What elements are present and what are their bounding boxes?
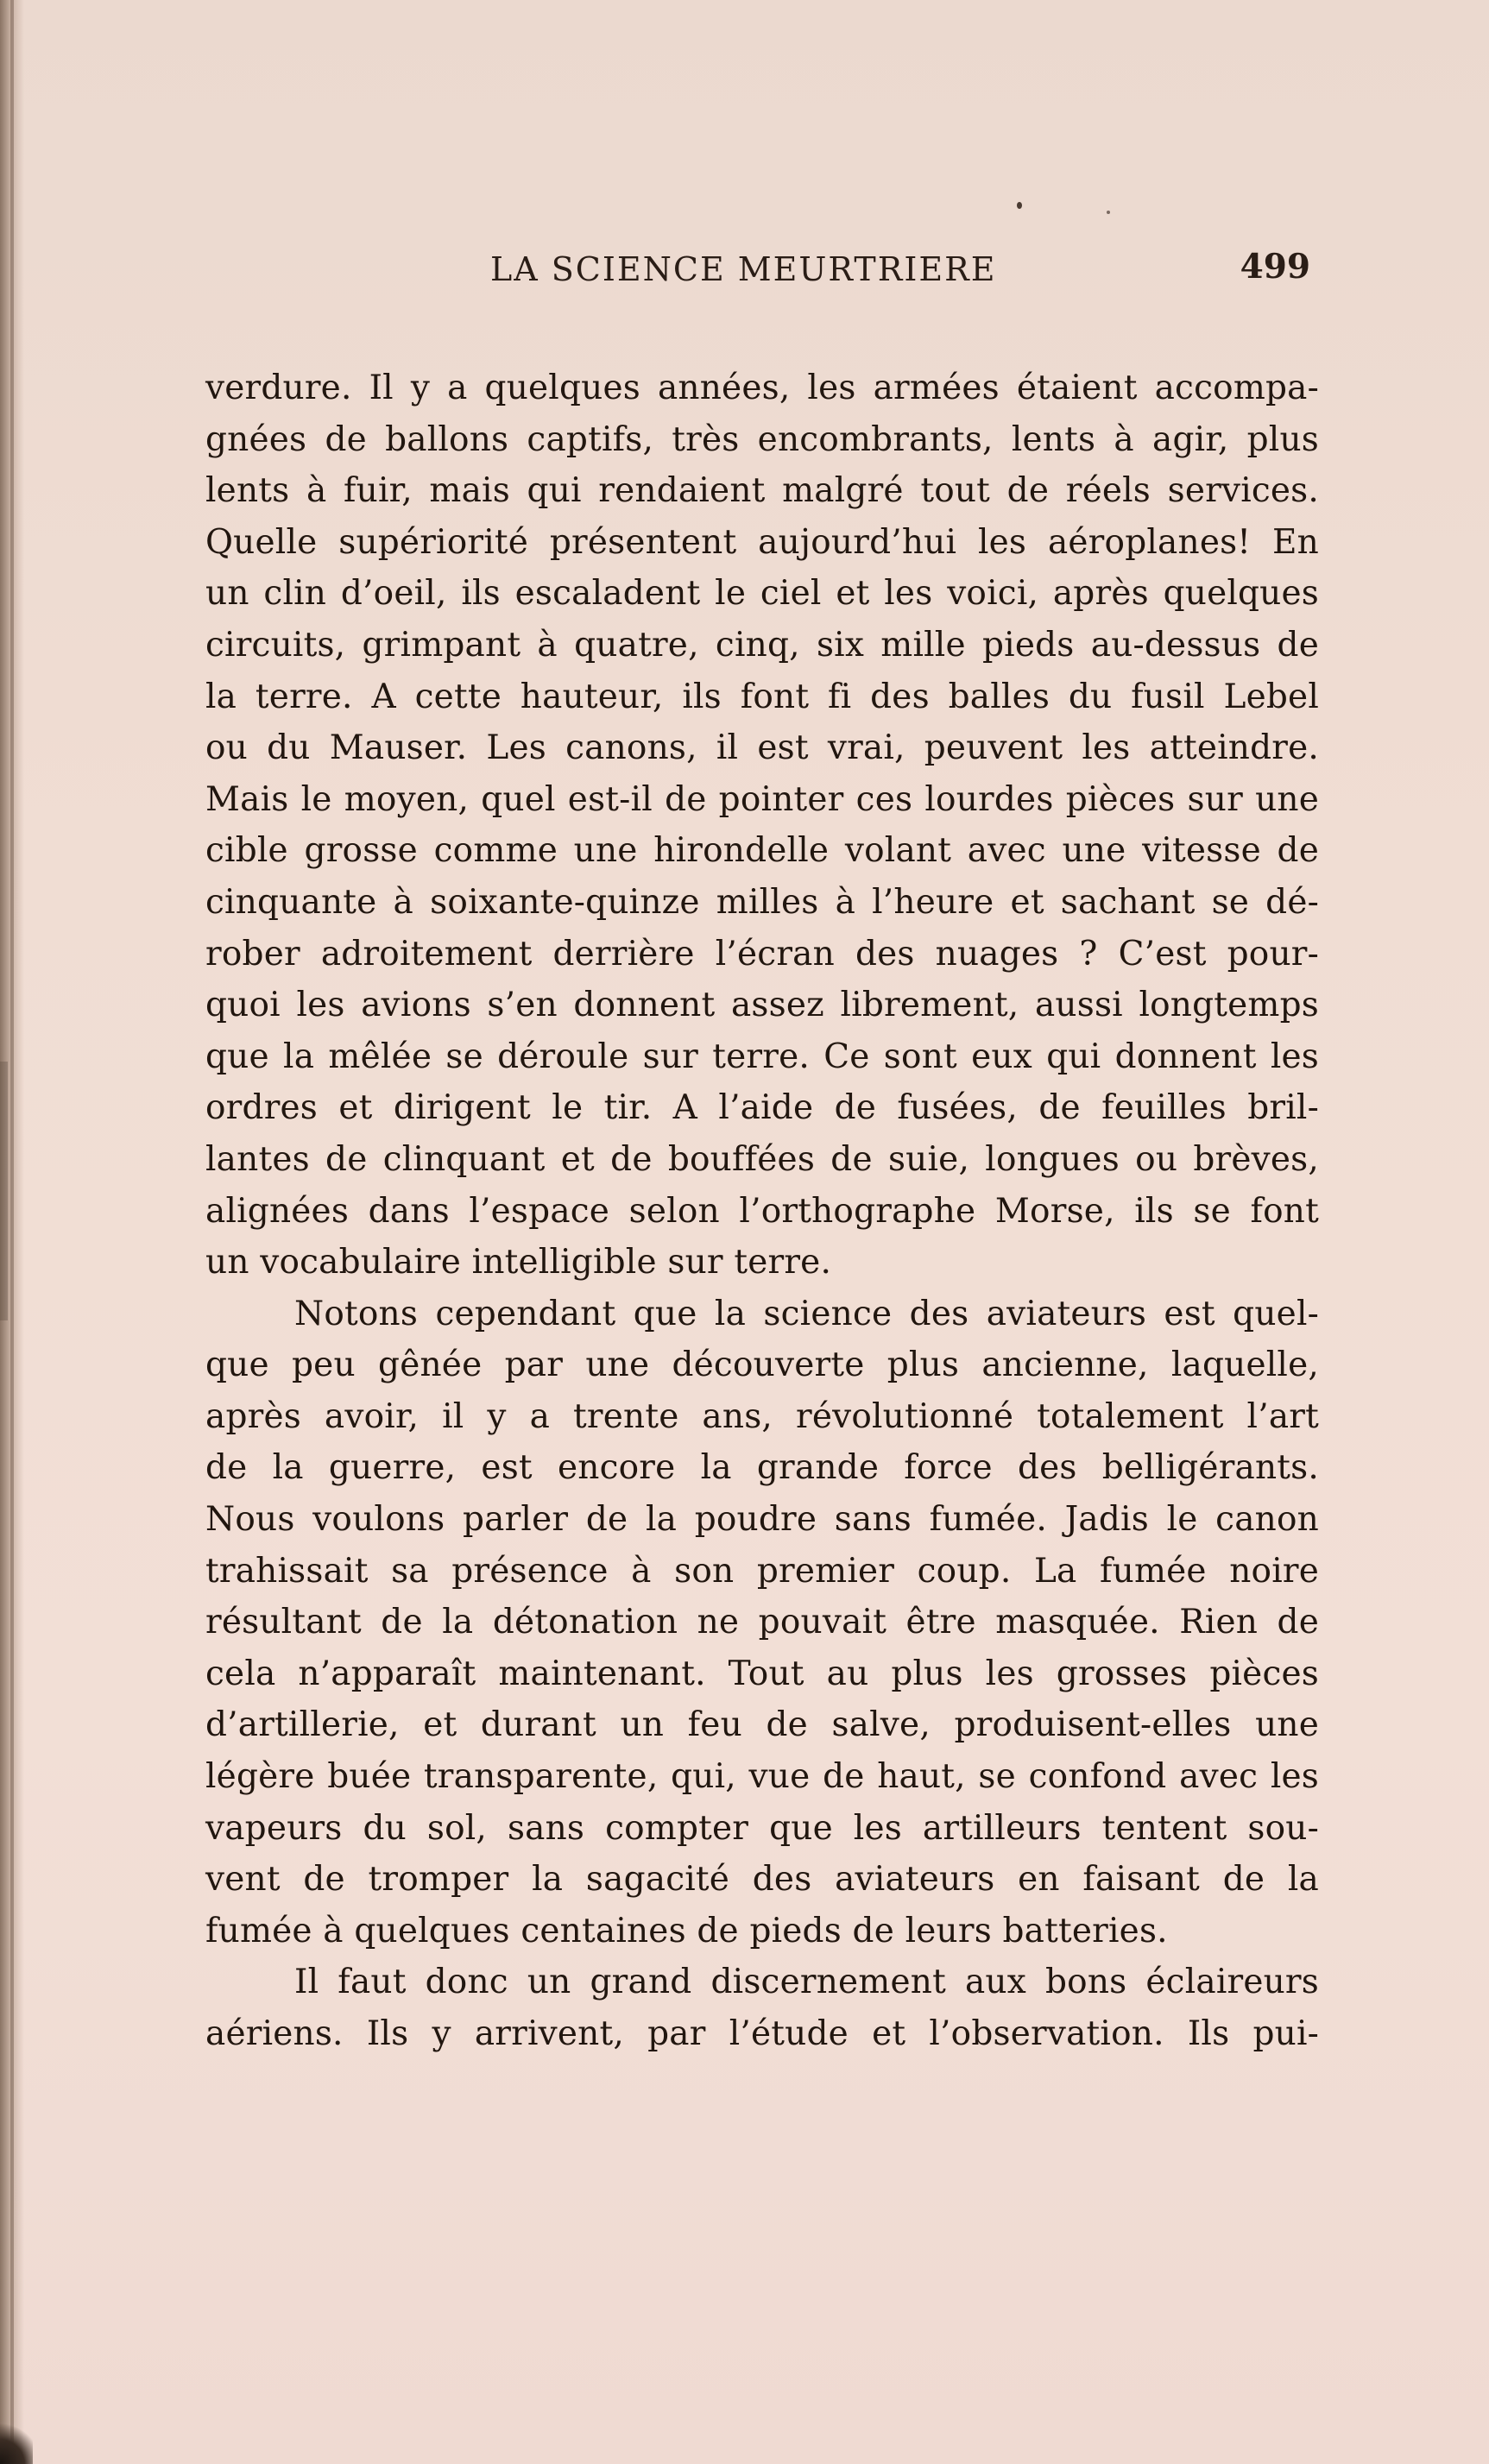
text-line: que la mêlée se déroule sur terre. Ce sont eux qui donnent les: [205, 1037, 1319, 1076]
corner-shadow: [0, 2421, 33, 2464]
text-line: ordres et dirigent le tir. A l’aide de fusées, de feuilles bril-: [205, 1088, 1319, 1128]
text-line: légère buée transparente, qui, vue de haut, se confond avec les: [205, 1757, 1319, 1797]
text-line: cinquante à soixante-quinze milles à l’heure et sachant se dé-: [205, 882, 1319, 922]
text-line: de la guerre, est encore la grande force des belligérants.: [205, 1448, 1319, 1488]
text-line: circuits, grimpant à quatre, cinq, six mille pieds au-dessus de: [205, 625, 1319, 665]
text-line: après avoir, il y a trente ans, révolutionné totalement l’art: [205, 1396, 1319, 1436]
text-line: cible grosse comme une hirondelle volant avec une vitesse de: [205, 831, 1319, 871]
page-edge: [0, 1062, 8, 1320]
text-line: que peu gênée par une découverte plus ancienne, laquelle,: [205, 1345, 1319, 1385]
text-line: cela n’apparaît maintenant. Tout au plus les grosses pièces: [205, 1654, 1319, 1693]
text-line: la terre. A cette hauteur, ils font fi des balles du fusil Lebel: [205, 677, 1319, 716]
text-line: lents à fuir, mais qui rendaient malgré tout de réels services.: [205, 471, 1319, 511]
text-line: trahissait sa présence à son premier coup. La fumée noire: [205, 1551, 1319, 1591]
running-title: LA SCIENCE MEURTRIERE: [490, 250, 997, 288]
text-line: résultant de la détonation ne pouvait être masquée. Rien de: [205, 1603, 1319, 1642]
text-line: un vocabulaire intelligible sur terre.: [205, 1243, 832, 1282]
page-header: [490, 247, 1310, 302]
text-line: fumée à quelques centaines de pieds de leurs batteries.: [205, 1911, 1168, 1950]
text-line: quoi les avions s’en donnent assez librement, aussi longtemps: [205, 986, 1319, 1025]
text-line: verdure. Il y a quelques années, les armées étaient accompa-: [205, 369, 1319, 407]
text-line: gnées de ballons captifs, très encombrants, lents à agir, plus: [205, 419, 1319, 459]
text-line: Nous voulons parler de la poudre sans fumée. Jadis le canon: [205, 1500, 1319, 1540]
paragraph-start: Il faut donc un grand discernement aux bons éclaireurs: [294, 1963, 1319, 2002]
ink-speck: [1017, 202, 1022, 209]
body-text: [205, 362, 1319, 2060]
text-line: alignées dans l’espace selon l’orthographe Morse, ils se font: [205, 1191, 1319, 1231]
text-line: rober adroitement derrière l’écran des nuages ? C’est pour-: [205, 934, 1319, 974]
text-line: lantes de clinquant et de bouffées de suie, longues ou brèves,: [205, 1139, 1319, 1179]
text-line: Mais le moyen, quel est-il de pointer ces lourdes pièces sur une: [205, 779, 1319, 819]
text-line: aériens. Ils y arrivent, par l’étude et l’observation. Ils pui-: [205, 2014, 1319, 2053]
text-line: d’artillerie, et durant un feu de salve, produisent-elles une: [205, 1705, 1319, 1745]
text-line: un clin d’oeil, ils escaladent le ciel et les voici, après quelques: [205, 574, 1319, 614]
page-number: 499: [1240, 247, 1310, 287]
binding-line: [10, 0, 14, 2464]
text-line: vent de tromper la sagacité des aviateurs en faisant de la: [205, 1860, 1319, 1900]
text-line: vapeurs du sol, sans compter que les artilleurs tentent sou-: [205, 1808, 1319, 1848]
paragraph-start: Notons cependant que la science des aviateurs est quel-: [294, 1294, 1319, 1333]
text-line: ou du Mauser. Les canons, il est vrai, peuvent les atteindre.: [205, 728, 1319, 768]
ink-speck: [1107, 211, 1110, 214]
text-line: Quelle supériorité présentent aujourd’hui les aéroplanes! En: [205, 522, 1319, 562]
